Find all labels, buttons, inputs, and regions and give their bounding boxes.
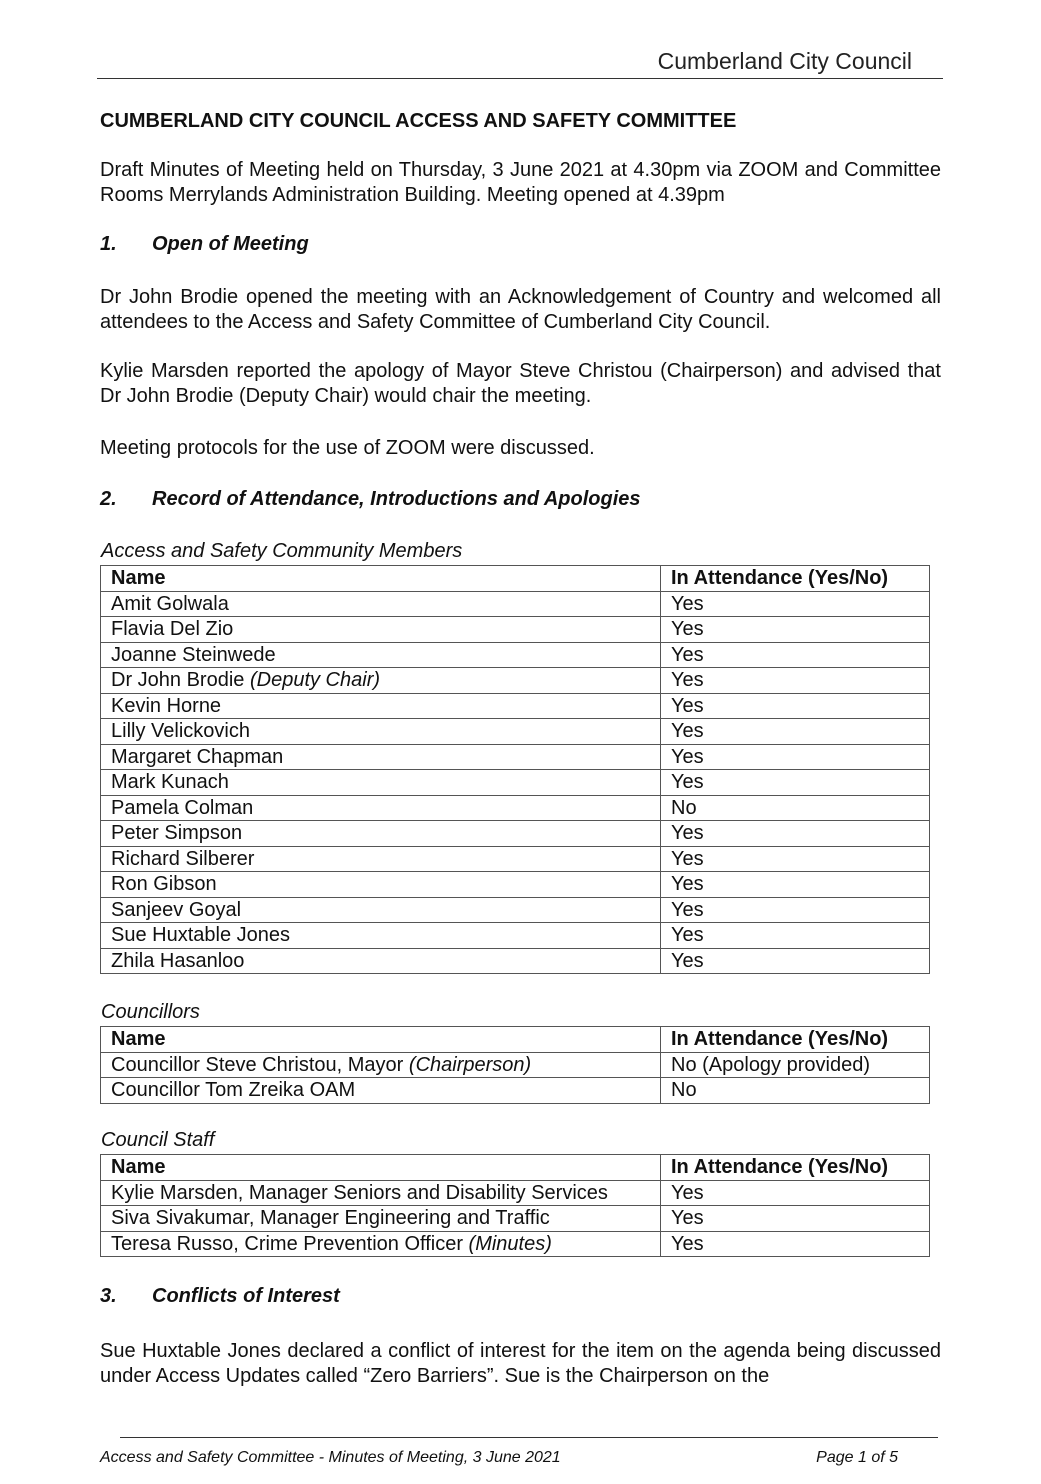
- table-row: [101, 693, 930, 719]
- attendance-cell: No: [661, 1078, 930, 1104]
- attendee-name: Councillor Tom Zreika OAM: [111, 1079, 356, 1102]
- section-3-heading: [100, 1285, 340, 1308]
- footer-document-title: Access and Safety Committee - Minutes of Meeting, 3 June 2021: [100, 1449, 561, 1466]
- table-row: [101, 923, 930, 949]
- council-staff-caption: Council Staff: [101, 1129, 215, 1151]
- column-header-attendance: In Attendance (Yes/No): [661, 1027, 930, 1053]
- attendee-name-cell: [101, 1052, 661, 1078]
- table-row: [101, 1180, 930, 1206]
- table-row: [101, 770, 930, 796]
- attendee-name-cell: [101, 948, 661, 974]
- table-row: [101, 1231, 930, 1257]
- attendee-name-cell: [101, 1180, 661, 1206]
- attendee-name: Zhila Hasanloo: [111, 949, 245, 972]
- attendance-cell: Yes: [661, 642, 930, 668]
- attendee-name-cell: [101, 617, 661, 643]
- attendee-name-cell: [101, 1231, 661, 1257]
- table-row: [101, 668, 930, 694]
- attendee-name-cell: [101, 795, 661, 821]
- attendee-name: Teresa Russo, Crime Prevention Officer: [111, 1232, 463, 1255]
- attendee-name: Kylie Marsden, Manager Seniors and Disability Services: [111, 1181, 608, 1204]
- community-members-table: [100, 565, 930, 974]
- attendee-name: Councillor Steve Christou, Mayor: [111, 1053, 404, 1076]
- table-row: [101, 642, 930, 668]
- column-header-attendance: In Attendance (Yes/No): [661, 566, 930, 592]
- councillors-table: [100, 1026, 930, 1104]
- attendee-name-cell: [101, 770, 661, 796]
- attendee-name-cell: [101, 872, 661, 898]
- attendee-name-cell: [101, 897, 661, 923]
- attendance-cell: Yes: [661, 1231, 930, 1257]
- section-3-number: 3.: [100, 1285, 117, 1307]
- attendee-role: (Minutes): [468, 1232, 552, 1255]
- attendance-cell: Yes: [661, 617, 930, 643]
- community-members-caption: Access and Safety Community Members: [101, 540, 463, 562]
- attendee-name-cell: [101, 846, 661, 872]
- attendee-name-cell: [101, 591, 661, 617]
- table-row: [101, 1078, 930, 1104]
- table-header-row: [101, 1027, 930, 1053]
- attendee-name: Richard Silberer: [111, 847, 255, 870]
- section-1-paragraph-3: Meeting protocols for the use of ZOOM were discussed.: [100, 437, 595, 459]
- table-row: [101, 744, 930, 770]
- section-2-number: 2.: [100, 488, 117, 510]
- intro-paragraph: Draft Minutes of Meeting held on Thursday, 3 June 2021 at 4.30pm via ZOOM and Committee Rooms Merrylands Administration Building. Meeting opened at 4.39pm: [100, 159, 941, 206]
- attendee-name: Amit Golwala: [111, 592, 229, 615]
- attendance-cell: Yes: [661, 846, 930, 872]
- header-rule: [97, 78, 943, 79]
- table-row: [101, 1052, 930, 1078]
- header-organisation: Cumberland City Council: [657, 48, 912, 74]
- column-header-attendance: In Attendance (Yes/No): [661, 1155, 930, 1181]
- table-row: [101, 617, 930, 643]
- attendance-cell: Yes: [661, 948, 930, 974]
- attendance-cell: Yes: [661, 897, 930, 923]
- councillors-caption: Councillors: [101, 1001, 200, 1023]
- column-header-name: Name: [101, 566, 661, 592]
- attendee-name: Mark Kunach: [111, 771, 229, 794]
- attendee-name: Ron Gibson: [111, 873, 217, 896]
- attendance-cell: Yes: [661, 1206, 930, 1232]
- attendee-name: Sanjeev Goyal: [111, 898, 242, 921]
- table-header-row: [101, 1155, 930, 1181]
- attendee-name: Dr John Brodie: [111, 669, 245, 692]
- section-1-paragraph-2: Kylie Marsden reported the apology of Mayor Steve Christou (Chairperson) and advised that Dr John Brodie (Deputy Chair) would chair the meeting.: [100, 360, 941, 407]
- attendee-role: (Chairperson): [408, 1053, 532, 1076]
- attendee-name: Kevin Horne: [111, 694, 222, 717]
- attendee-name-cell: [101, 1206, 661, 1232]
- attendee-name: Sue Huxtable Jones: [111, 924, 291, 947]
- attendee-name-cell: [101, 744, 661, 770]
- attendee-name-cell: [101, 1078, 661, 1104]
- table-row: [101, 1206, 930, 1232]
- section-2-heading: [100, 488, 641, 511]
- table-row: [101, 897, 930, 923]
- attendance-cell: Yes: [661, 591, 930, 617]
- attendee-name: Lilly Velickovich: [111, 720, 250, 743]
- attendee-name: Margaret Chapman: [111, 745, 284, 768]
- attendee-name: Siva Sivakumar, Manager Engineering and Traffic: [111, 1207, 550, 1230]
- section-1-paragraph-1: Dr John Brodie opened the meeting with an Acknowledgement of Country and welcomed all attendees to the Access and Safety Committee of Cumberland City Council.: [100, 286, 941, 333]
- attendee-name-cell: [101, 642, 661, 668]
- attendee-name: Flavia Del Zio: [111, 618, 234, 641]
- attendance-cell: Yes: [661, 872, 930, 898]
- footer-rule: [120, 1437, 938, 1438]
- attendance-cell: Yes: [661, 668, 930, 694]
- table-row: [101, 948, 930, 974]
- section-1-title: Open of Meeting: [152, 233, 309, 255]
- table-row: [101, 719, 930, 745]
- document-title: CUMBERLAND CITY COUNCIL ACCESS AND SAFETY COMMITTEE: [100, 110, 737, 132]
- attendance-cell: No: [661, 795, 930, 821]
- section-3-title: Conflicts of Interest: [152, 1285, 340, 1307]
- attendee-name: Peter Simpson: [111, 822, 243, 845]
- attendee-name-cell: [101, 668, 661, 694]
- table-row: [101, 821, 930, 847]
- section-3-paragraph: Sue Huxtable Jones declared a conflict of interest for the item on the agenda being discussed under Access Updates called “Zero Barriers”. Sue is the Chairperson on the: [100, 1340, 941, 1387]
- attendance-cell: Yes: [661, 719, 930, 745]
- column-header-name: Name: [101, 1155, 661, 1181]
- attendee-role: (Deputy Chair): [249, 669, 381, 692]
- attendee-name-cell: [101, 693, 661, 719]
- section-2-title: Record of Attendance, Introductions and Apologies: [152, 488, 641, 510]
- table-row: [101, 872, 930, 898]
- attendee-name: Pamela Colman: [111, 796, 254, 819]
- table-row: [101, 795, 930, 821]
- attendance-cell: Yes: [661, 821, 930, 847]
- section-1-number: 1.: [100, 233, 117, 255]
- footer-page-number: Page 1 of 5: [816, 1449, 898, 1466]
- attendee-name-cell: [101, 923, 661, 949]
- section-1-heading: [100, 233, 309, 256]
- attendee-name-cell: [101, 821, 661, 847]
- attendee-name-cell: [101, 719, 661, 745]
- attendance-cell: Yes: [661, 744, 930, 770]
- attendance-cell: Yes: [661, 1180, 930, 1206]
- attendance-cell: Yes: [661, 693, 930, 719]
- table-row: [101, 846, 930, 872]
- table-row: [101, 591, 930, 617]
- attendance-cell: Yes: [661, 923, 930, 949]
- attendee-name: Joanne Steinwede: [111, 643, 276, 666]
- column-header-name: Name: [101, 1027, 661, 1053]
- attendance-cell: Yes: [661, 770, 930, 796]
- table-header-row: [101, 566, 930, 592]
- attendance-cell: No (Apology provided): [661, 1052, 930, 1078]
- council-staff-table: [100, 1154, 930, 1257]
